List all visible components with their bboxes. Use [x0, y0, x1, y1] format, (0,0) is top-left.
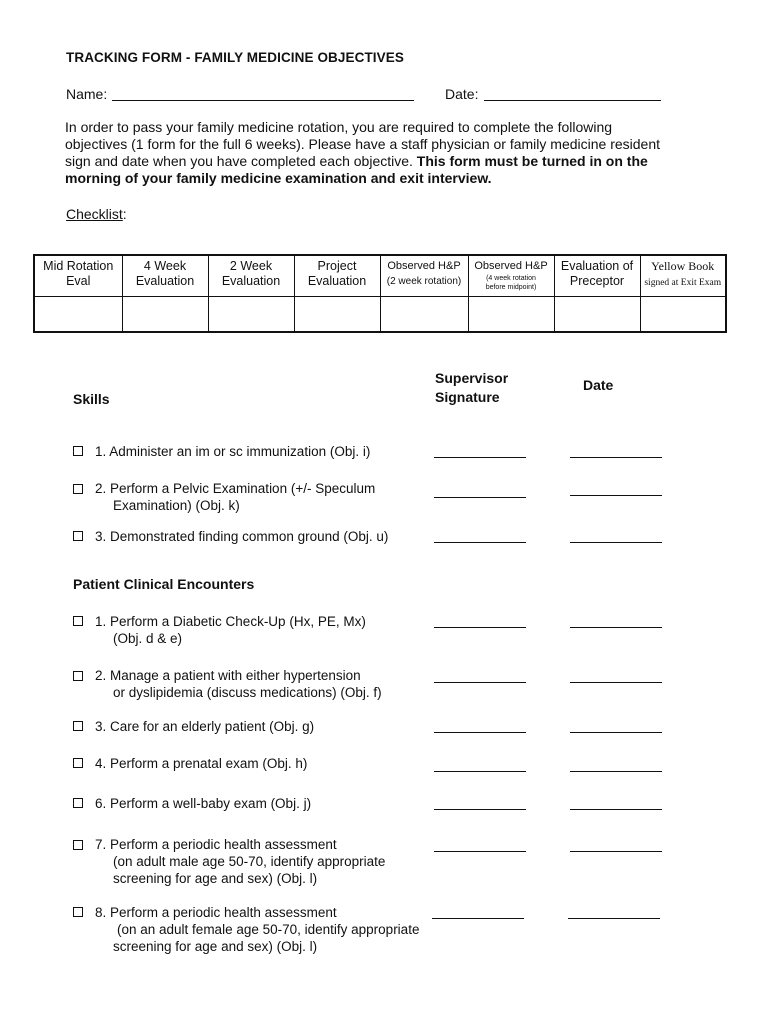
- cell-project[interactable]: [294, 297, 380, 333]
- cell-4week[interactable]: [122, 297, 208, 333]
- skill-2-checkbox[interactable]: [73, 484, 83, 494]
- skill-1-text: [95, 443, 370, 460]
- col-eval-preceptor-l1: Evaluation of: [560, 259, 634, 273]
- skill-1-date-line[interactable]: [570, 457, 662, 458]
- encounter-3-checkbox[interactable]: [73, 721, 83, 731]
- col-mid-rotation-l1: Mid Rotation: [43, 259, 114, 273]
- encounter-3-date-line[interactable]: [570, 732, 662, 733]
- checklist-heading: [66, 206, 127, 222]
- intro-paragraph: [65, 119, 675, 187]
- encounter-2-l1: 2. Manage a patient with either hypertension: [95, 668, 361, 683]
- col-mid-rotation: [34, 255, 122, 297]
- date-field-line[interactable]: [484, 100, 661, 101]
- encounter-7-text: [95, 836, 385, 887]
- col-mid-rotation-l2: Eval: [66, 274, 91, 288]
- col-eval-preceptor: [554, 255, 640, 297]
- encounter-8-date-line[interactable]: [568, 918, 660, 919]
- skill-2-l2: Examination) (Obj. k): [113, 498, 240, 513]
- encounter-2-checkbox[interactable]: [73, 671, 83, 681]
- encounter-2-l2: or dyslipidemia (discuss medications) (Obj. f): [113, 685, 382, 700]
- cell-observed-4wk[interactable]: [468, 297, 554, 333]
- encounter-4-l1: 4. Perform a prenatal exam (Obj. h): [95, 756, 308, 771]
- intro-text: In order to pass your family medicine rotation, you are required to complete the following objectives (1 form for the full 6 weeks). Please have a staff physician or family medicine resident sign and date when you have completed each objective.: [65, 119, 661, 169]
- date-label: Date:: [445, 86, 479, 102]
- encounter-8-checkbox[interactable]: [73, 907, 83, 917]
- col-4week-l2: Evaluation: [135, 274, 195, 288]
- encounter-8-text: [95, 904, 419, 955]
- encounter-1-l1: 1. Perform a Diabetic Check-Up (Hx, PE, Mx): [95, 614, 366, 629]
- skill-3-signature-line[interactable]: [434, 542, 526, 543]
- col-4week: [122, 255, 208, 297]
- col-2week-l1: 2 Week: [229, 259, 273, 273]
- skill-2-l1: 2. Perform a Pelvic Examination (+/- Speculum: [95, 481, 376, 496]
- cell-2week[interactable]: [208, 297, 294, 333]
- encounter-7-checkbox[interactable]: [73, 840, 83, 850]
- encounter-6-date-line[interactable]: [570, 809, 662, 810]
- encounter-1-checkbox[interactable]: [73, 616, 83, 626]
- encounter-4-text: [95, 755, 307, 772]
- intro-bold-text: This form must be turned in on the morning of your family medicine examination and exit interview.: [65, 153, 648, 186]
- encounter-7-l2: (on adult male age 50-70, identify appropriate: [113, 854, 386, 869]
- supervisor-signature-heading: [435, 369, 508, 407]
- encounter-6-l1: 6. Perform a well-baby exam (Obj. j): [95, 796, 312, 811]
- col-observed-2wk: [380, 255, 468, 297]
- skill-3-text: [95, 528, 388, 545]
- col-eval-preceptor-l2: Preceptor: [569, 274, 625, 288]
- skill-1-checkbox[interactable]: [73, 446, 83, 456]
- encounter-4-checkbox[interactable]: [73, 758, 83, 768]
- encounter-6-checkbox[interactable]: [73, 798, 83, 808]
- skill-2-signature-line[interactable]: [434, 497, 526, 498]
- encounter-1-date-line[interactable]: [570, 627, 662, 628]
- col-observed-4wk-l3: before midpoint): [485, 284, 537, 291]
- encounter-6-text: [95, 795, 311, 812]
- name-field-line[interactable]: [112, 100, 414, 101]
- checklist-table: [33, 254, 727, 333]
- skill-2-date-line[interactable]: [570, 495, 662, 496]
- col-project-l1: Project: [317, 259, 357, 273]
- skill-2-text: [95, 480, 375, 514]
- col-observed-4wk-l2: (4 week rotation: [486, 275, 536, 282]
- encounter-3-text: [95, 718, 314, 735]
- skills-heading: Skills: [73, 391, 110, 407]
- encounter-7-signature-line[interactable]: [434, 851, 526, 852]
- encounter-1-l2: (Obj. d & e): [113, 631, 183, 646]
- encounter-8-l2: (on an adult female age 50-70, identify appropriate: [117, 922, 420, 937]
- col-yellow-book-l1: Yellow Book: [651, 259, 715, 273]
- encounter-7-l3: screening for age and sex) (Obj. l): [113, 871, 318, 886]
- encounters-heading: Patient Clinical Encounters: [73, 576, 255, 592]
- encounter-2-text: [95, 667, 382, 701]
- col-2week-l2: Evaluation: [221, 274, 281, 288]
- col-yellow-book-l2: signed at Exit Exam: [644, 278, 722, 288]
- encounter-3-l1: 3. Care for an elderly patient (Obj. g): [95, 719, 315, 734]
- encounter-3-signature-line[interactable]: [434, 732, 526, 733]
- encounter-2-signature-line[interactable]: [434, 682, 526, 683]
- col-yellow-book: [640, 255, 726, 297]
- encounter-8-signature-line[interactable]: [432, 918, 524, 919]
- encounter-4-signature-line[interactable]: [434, 771, 526, 772]
- col-project: [294, 255, 380, 297]
- col-observed-2wk-l2: (2 week rotation): [386, 276, 462, 287]
- name-label: Name:: [66, 86, 108, 102]
- skill-3-l1: 3. Demonstrated finding common ground (Obj. u): [95, 529, 389, 544]
- encounter-8-l3: screening for age and sex) (Obj. l): [113, 939, 318, 954]
- col-2week: [208, 255, 294, 297]
- encounter-1-signature-line[interactable]: [434, 627, 526, 628]
- cell-yellow-book[interactable]: [640, 297, 726, 333]
- supervisor-heading-l2: Signature: [435, 389, 500, 405]
- encounter-2-date-line[interactable]: [570, 682, 662, 683]
- col-observed-4wk: [468, 255, 554, 297]
- encounter-7-date-line[interactable]: [570, 851, 662, 852]
- skill-1-signature-line[interactable]: [434, 457, 526, 458]
- date-column-heading: Date: [583, 377, 614, 393]
- checklist-label: Checklist: [66, 206, 123, 222]
- skill-3-date-line[interactable]: [570, 542, 662, 543]
- col-project-l2: Evaluation: [307, 274, 367, 288]
- encounter-7-l1: 7. Perform a periodic health assessment: [95, 837, 337, 852]
- supervisor-heading-l1: Supervisor: [435, 370, 509, 386]
- col-observed-4wk-l1: Observed H&P: [474, 260, 548, 272]
- cell-eval-preceptor[interactable]: [554, 297, 640, 333]
- cell-mid-rotation[interactable]: [34, 297, 122, 333]
- form-title: TRACKING FORM - FAMILY MEDICINE OBJECTIVES: [66, 50, 404, 65]
- checklist-colon: :: [122, 206, 127, 222]
- encounter-1-text: [95, 613, 366, 647]
- col-4week-l1: 4 Week: [143, 259, 187, 273]
- skill-1-l1: 1. Administer an im or sc immunization (Obj. i): [95, 444, 371, 459]
- cell-observed-2wk[interactable]: [380, 297, 468, 333]
- col-observed-2wk-l1: Observed H&P: [387, 260, 461, 272]
- encounter-4-date-line[interactable]: [570, 771, 662, 772]
- encounter-6-signature-line[interactable]: [434, 809, 526, 810]
- encounter-8-l1: 8. Perform a periodic health assessment: [95, 905, 337, 920]
- skill-3-checkbox[interactable]: [73, 531, 83, 541]
